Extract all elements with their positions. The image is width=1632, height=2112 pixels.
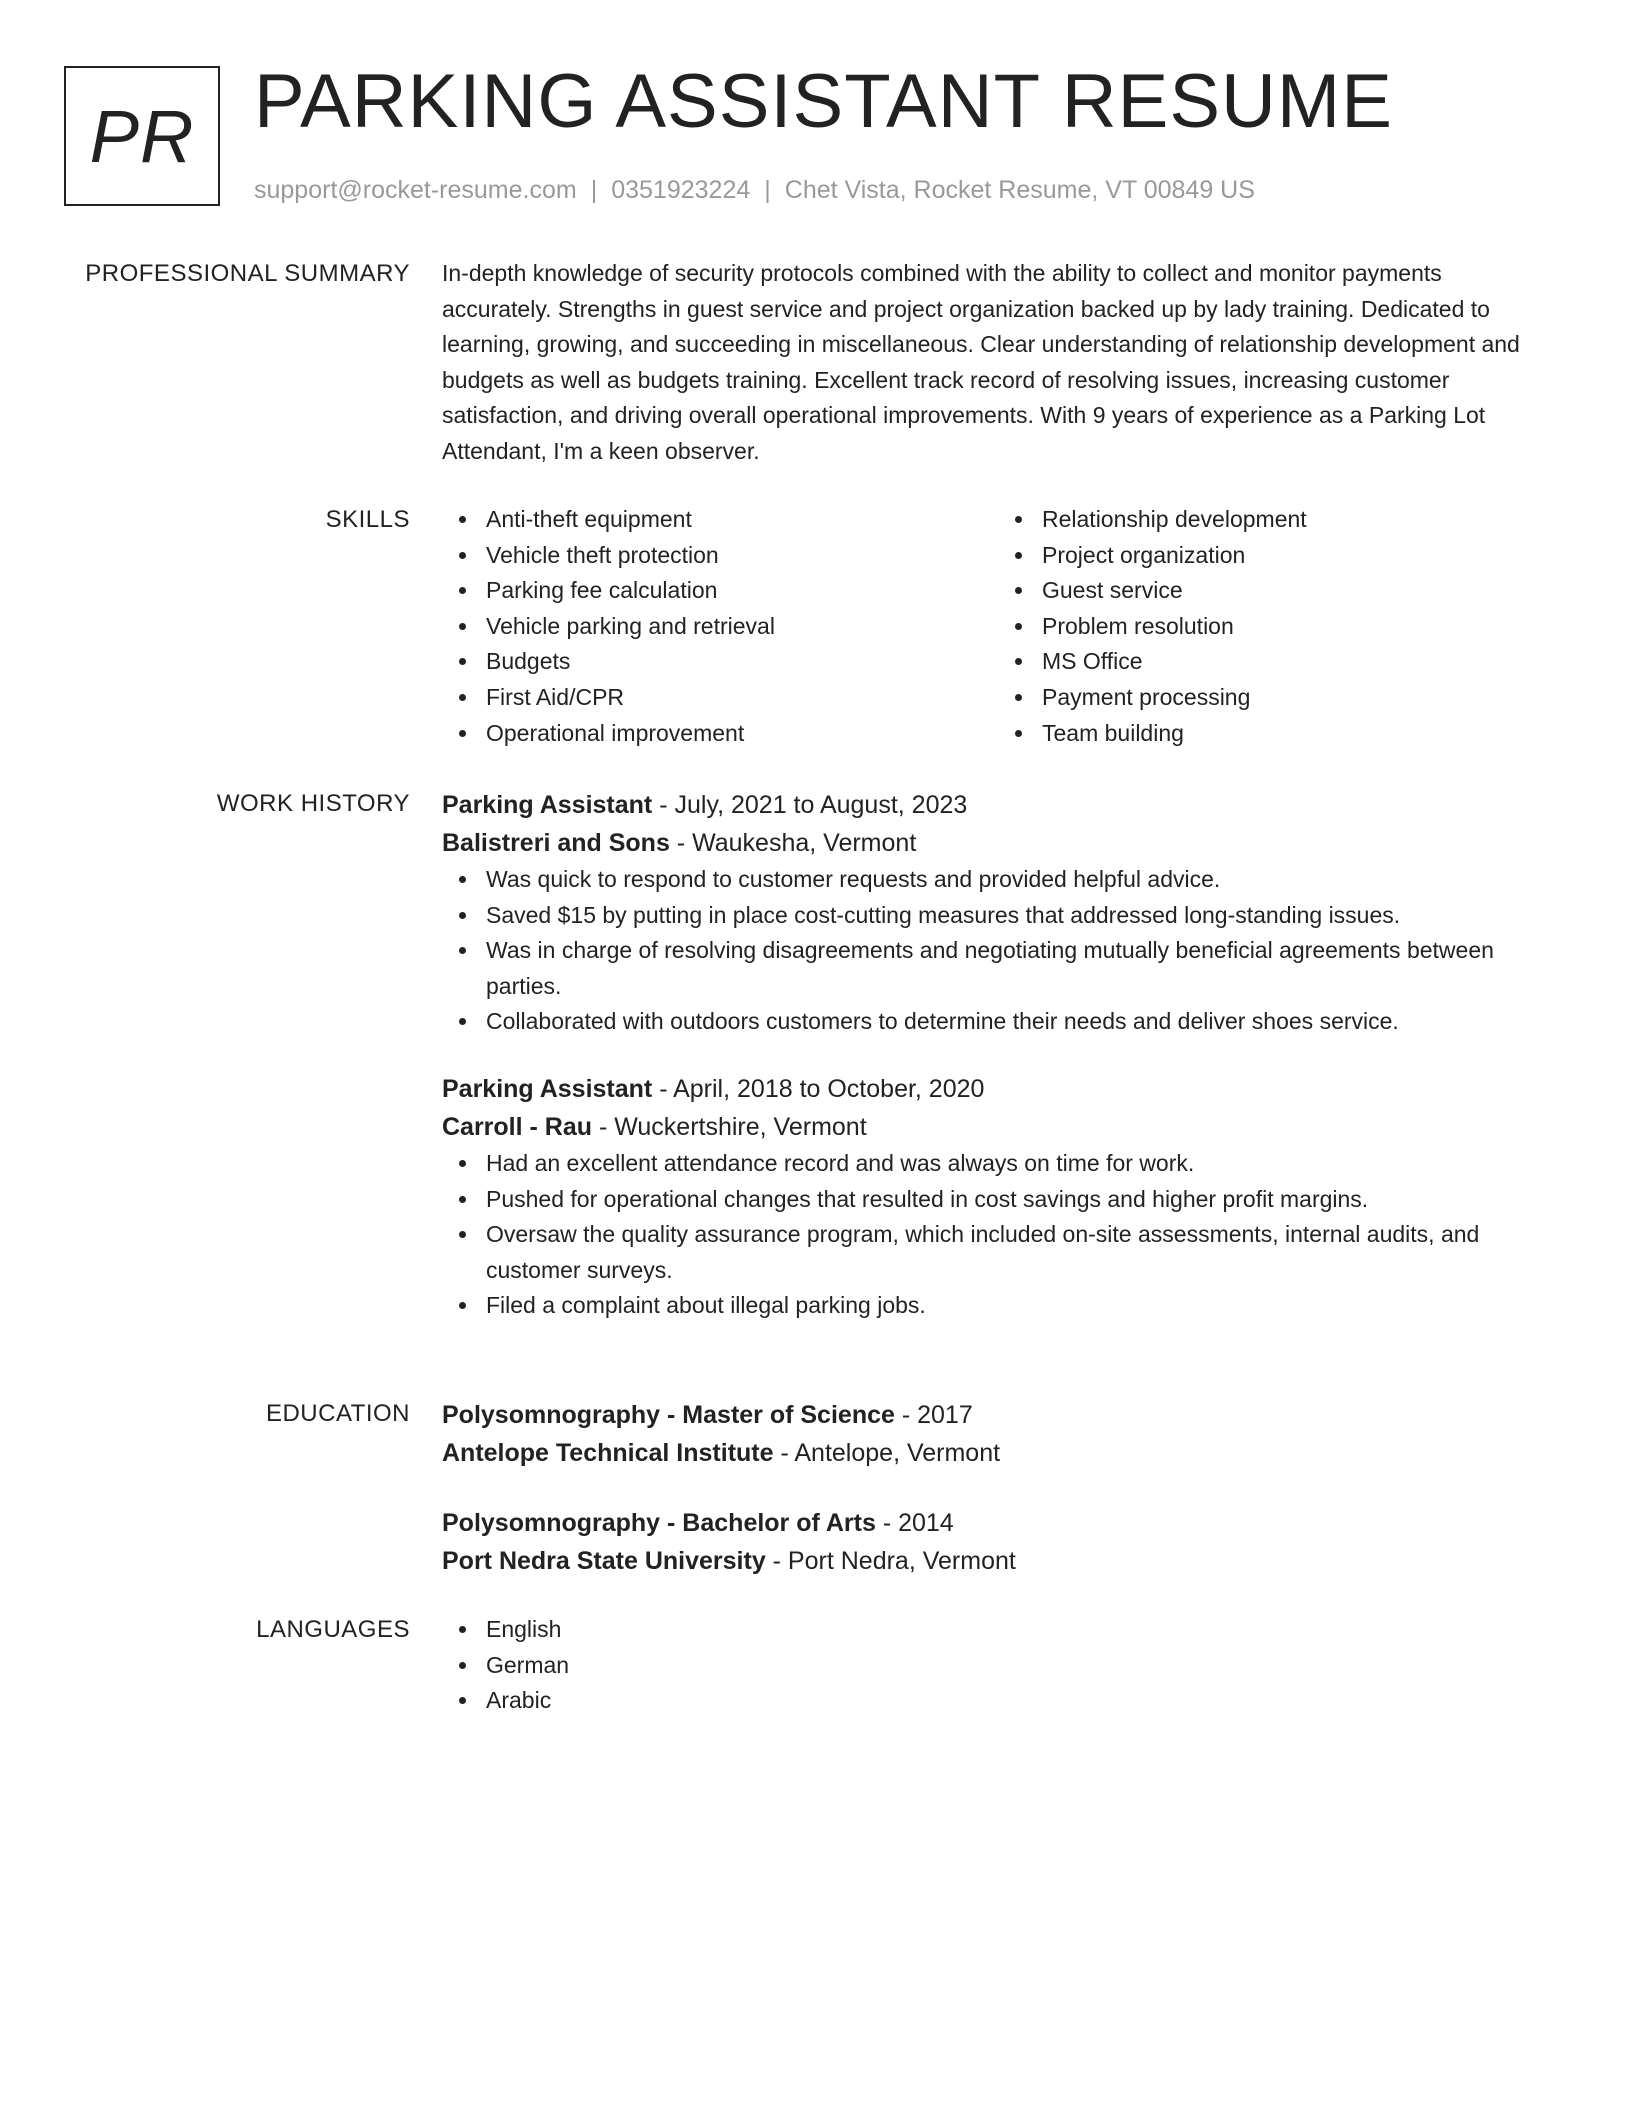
list-item: English [486, 1612, 1554, 1648]
skills-list-right [998, 502, 1554, 751]
list-item: Collaborated with outdoors customers to determine their needs and deliver shoes service. [486, 1004, 1554, 1040]
education-school: Antelope Technical Institute [442, 1439, 774, 1467]
languages-list [442, 1612, 1554, 1719]
job-title: Parking Assistant [442, 1074, 653, 1103]
list-item: Problem resolution [1042, 609, 1554, 645]
job-entry [442, 1070, 1554, 1324]
job-company: Balistreri and Sons [442, 829, 670, 857]
list-item: Guest service [1042, 573, 1554, 609]
job-bullets [442, 1146, 1554, 1324]
list-item: Team building [1042, 716, 1554, 752]
education-year: - 2017 [894, 1401, 973, 1429]
education-location: - Antelope, Vermont [773, 1439, 1001, 1467]
job-title-line [442, 1070, 1554, 1108]
contact-email: support@rocket-resume.com [254, 176, 577, 204]
list-item: Was quick to respond to customer requests and provided helpful advice. [486, 862, 1554, 898]
languages-body [442, 1612, 1554, 1719]
monogram-badge: PR [64, 66, 220, 206]
contact-separator: | [764, 176, 771, 204]
page-title: PARKING ASSISTANT RESUME [254, 59, 1393, 144]
list-item: Arabic [486, 1683, 1554, 1719]
contact-phone: 0351923224 [611, 176, 751, 204]
section-label-languages: LANGUAGES [256, 1616, 410, 1643]
list-item: Operational improvement [486, 716, 998, 752]
job-location: - Waukesha, Vermont [669, 829, 917, 857]
list-item: Had an excellent attendance record and was always on time for work. [486, 1146, 1554, 1182]
education-degree: Polysomnography - Bachelor of Arts [442, 1509, 876, 1537]
list-item: MS Office [1042, 644, 1554, 680]
education-entry [442, 1504, 1554, 1580]
job-bullets [442, 862, 1554, 1040]
job-company: Carroll - Rau [442, 1112, 593, 1141]
list-item: First Aid/CPR [486, 680, 998, 716]
education-degree-line [442, 1396, 1554, 1434]
job-title: Parking Assistant [442, 791, 653, 819]
job-location: - Wuckertshire, Vermont [592, 1112, 867, 1141]
list-item: Filed a complaint about illegal parking jobs. [486, 1288, 1554, 1324]
contact-line [254, 172, 1255, 208]
job-company-line [442, 824, 1554, 862]
job-dates: - April, 2018 to October, 2020 [652, 1074, 985, 1103]
list-item: Vehicle theft protection [486, 538, 998, 574]
list-item: Relationship development [1042, 502, 1554, 538]
list-item: Was in charge of resolving disagreements and negotiating mutually beneficial agreements between parties. [486, 933, 1554, 1004]
education-school: Port Nedra State University [442, 1547, 766, 1575]
summary-text: In-depth knowledge of security protocols combined with the ability to collect and monitor payments accurately. Strengths in guest service and project organization backed up by lady training. Dedicated to learning, growing, and succeeding in miscellaneous. Clear understanding of relationship development and budgets as well as budgets training. Excellent track record of resolving issues, increasing customer satisfaction, and driving overall operational improvements. With 9 years of experience as a Parking Lot Attendant, I'm a keen observer. [442, 260, 1520, 464]
list-item: Parking fee calculation [486, 573, 998, 609]
list-item: Payment processing [1042, 680, 1554, 716]
section-label-work: WORK HISTORY [216, 790, 410, 817]
skills-body [442, 502, 1554, 751]
section-label-skills: SKILLS [325, 506, 410, 533]
education-year: - 2014 [875, 1509, 954, 1537]
education-location: - Port Nedra, Vermont [765, 1547, 1016, 1575]
job-company-line [442, 1108, 1554, 1146]
job-dates: - July, 2021 to August, 2023 [652, 791, 968, 819]
education-body [442, 1396, 1554, 1612]
contact-separator: | [590, 176, 598, 204]
job-entry [442, 786, 1554, 1040]
section-label-education: EDUCATION [265, 1400, 410, 1427]
list-item: Oversaw the quality assurance program, which included on-site assessments, internal audits, and customer surveys. [486, 1217, 1554, 1288]
list-item: German [486, 1648, 1554, 1684]
contact-address: Chet Vista, Rocket Resume, VT 00849 US [784, 176, 1255, 204]
education-degree: Polysomnography - Master of Science [442, 1401, 895, 1429]
list-item: Saved $15 by putting in place cost-cutting measures that addressed long-standing issues. [486, 898, 1554, 934]
education-school-line [442, 1434, 1554, 1472]
list-item: Pushed for operational changes that resulted in cost savings and higher profit margins. [486, 1182, 1554, 1218]
education-school-line [442, 1542, 1554, 1580]
education-entry [442, 1396, 1554, 1472]
job-title-line [442, 786, 1554, 824]
education-degree-line [442, 1504, 1554, 1542]
summary-body [442, 256, 1554, 470]
list-item: Anti-theft equipment [486, 502, 998, 538]
section-label-summary: PROFESSIONAL SUMMARY [85, 260, 410, 287]
list-item: Project organization [1042, 538, 1554, 574]
list-item: Vehicle parking and retrieval [486, 609, 998, 645]
work-body [442, 786, 1554, 1324]
list-item: Budgets [486, 644, 998, 680]
skills-grid [442, 502, 1554, 751]
skills-list-left [442, 502, 998, 751]
